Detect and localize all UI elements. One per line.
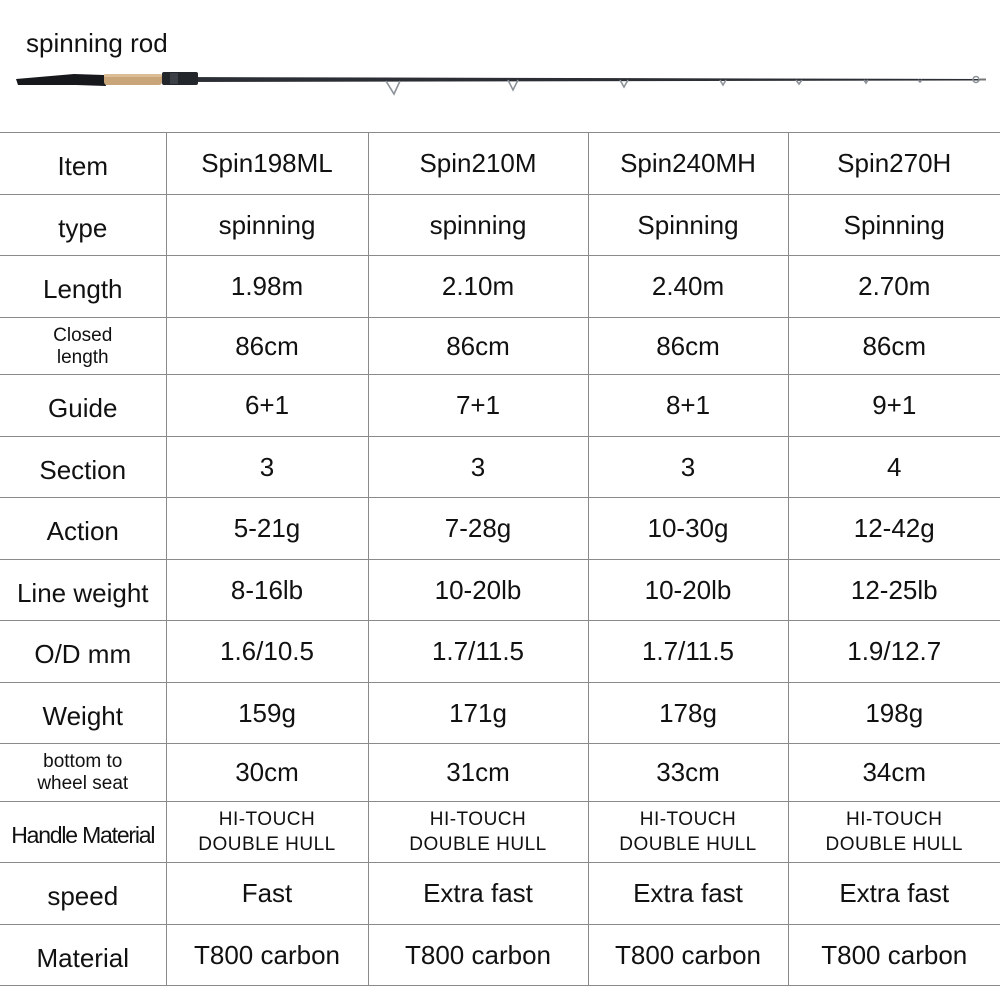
row-label-material: Material [0, 924, 166, 986]
cell-od-mm-spin240mh: 1.7/11.5 [588, 621, 788, 683]
cell-guide-spin198ml: 6+1 [166, 375, 368, 437]
cell-guide-spin210m: 7+1 [368, 375, 588, 437]
cell-type-spin198ml: spinning [166, 194, 368, 256]
cell-line-weight-spin240mh: 10-20lb [588, 559, 788, 621]
cell-bottom-to-wheel-seat-spin270h: 34cm [788, 744, 1000, 802]
cell-handle-material-spin198ml-line-2: DOUBLE HULL [198, 833, 336, 855]
row-label-line-weight: Line weight [0, 559, 166, 621]
cell-action-spin198ml: 5-21g [166, 498, 368, 560]
cell-speed-spin240mh: Extra fast [588, 863, 788, 925]
cell-handle-material-spin198ml-line-1: HI-TOUCH [218, 808, 316, 830]
cell-section-spin270h: 4 [788, 436, 1000, 498]
row-label-closed-length-line-1: Closed [53, 324, 113, 346]
cell-length-spin270h: 2.70m [788, 256, 1000, 318]
table-row-weight [0, 682, 1000, 744]
table-row-length [0, 256, 1000, 318]
table-row-bottom-to-wheel-seat [0, 744, 1000, 802]
cell-section-spin210m: 3 [368, 436, 588, 498]
spinning-rod-illustration [14, 66, 994, 106]
cell-material-spin270h: T800 carbon [788, 924, 1000, 986]
cell-item-spin240mh: Spin240MH [588, 133, 788, 195]
row-label-section: Section [0, 436, 166, 498]
row-label-weight: Weight [0, 682, 166, 744]
row-label-action: Action [0, 498, 166, 560]
cell-action-spin240mh: 10-30g [588, 498, 788, 560]
cell-type-spin210m: spinning [368, 194, 588, 256]
table-row-closed-length [0, 317, 1000, 375]
row-label-bottom-to-wheel-seat [0, 744, 166, 802]
cell-handle-material-spin240mh-line-2: DOUBLE HULL [619, 833, 757, 855]
table-row-action [0, 498, 1000, 560]
cell-item-spin210m: Spin210M [368, 133, 588, 195]
cell-material-spin240mh: T800 carbon [588, 924, 788, 986]
cell-length-spin210m: 2.10m [368, 256, 588, 318]
cell-weight-spin240mh: 178g [588, 682, 788, 744]
cell-handle-material-spin210m-line-2: DOUBLE HULL [409, 833, 547, 855]
cell-closed-length-spin270h: 86cm [788, 317, 1000, 375]
cell-bottom-to-wheel-seat-spin210m: 31cm [368, 744, 588, 802]
cell-handle-material-spin270h-line-2: DOUBLE HULL [825, 833, 963, 855]
cell-bottom-to-wheel-seat-spin198ml: 30cm [166, 744, 368, 802]
cell-item-spin198ml: Spin198ML [166, 133, 368, 195]
table-row-section [0, 436, 1000, 498]
image-caption: spinning rod [26, 28, 168, 58]
cell-material-spin210m: T800 carbon [368, 924, 588, 986]
cell-section-spin198ml: 3 [166, 436, 368, 498]
row-label-guide: Guide [0, 375, 166, 437]
cell-line-weight-spin198ml: 8-16lb [166, 559, 368, 621]
row-label-item: Item [0, 133, 166, 195]
cell-handle-material-spin210m [368, 801, 588, 863]
cell-handle-material-spin270h-line-1: HI-TOUCH [845, 808, 943, 830]
table-row-guide [0, 375, 1000, 437]
table-row-line-weight [0, 559, 1000, 621]
row-label-type: type [0, 194, 166, 256]
cell-length-spin240mh: 2.40m [588, 256, 788, 318]
cell-closed-length-spin210m: 86cm [368, 317, 588, 375]
row-label-closed-length [0, 317, 166, 375]
cell-handle-material-spin210m-line-1: HI-TOUCH [429, 808, 527, 830]
cell-weight-spin270h: 198g [788, 682, 1000, 744]
cell-length-spin198ml: 1.98m [166, 256, 368, 318]
table-row-material [0, 924, 1000, 986]
table-row-item [0, 133, 1000, 195]
cell-od-mm-spin198ml: 1.6/10.5 [166, 621, 368, 683]
table-row-type [0, 194, 1000, 256]
cell-handle-material-spin240mh [588, 801, 788, 863]
specs-table [0, 132, 1000, 986]
cell-action-spin270h: 12-42g [788, 498, 1000, 560]
row-label-closed-length-line-2: length [56, 346, 109, 368]
cell-type-spin240mh: Spinning [588, 194, 788, 256]
specs-table-body [0, 133, 1000, 986]
table-row-od-mm [0, 621, 1000, 683]
cell-speed-spin210m: Extra fast [368, 863, 588, 925]
cell-material-spin198ml: T800 carbon [166, 924, 368, 986]
row-label-od-mm: O/D mm [0, 621, 166, 683]
cell-weight-spin210m: 171g [368, 682, 588, 744]
cell-item-spin270h: Spin270H [788, 133, 1000, 195]
cell-action-spin210m: 7-28g [368, 498, 588, 560]
cell-guide-spin240mh: 8+1 [588, 375, 788, 437]
cell-closed-length-spin198ml: 86cm [166, 317, 368, 375]
cell-section-spin240mh: 3 [588, 436, 788, 498]
cell-handle-material-spin240mh-line-1: HI-TOUCH [639, 808, 737, 830]
cell-type-spin270h: Spinning [788, 194, 1000, 256]
cell-bottom-to-wheel-seat-spin240mh: 33cm [588, 744, 788, 802]
row-label-bottom-to-wheel-seat-line-1: bottom to [43, 751, 123, 773]
cell-line-weight-spin270h: 12-25lb [788, 559, 1000, 621]
table-row-speed [0, 863, 1000, 925]
cell-speed-spin270h: Extra fast [788, 863, 1000, 925]
row-label-bottom-to-wheel-seat-line-2: wheel seat [37, 773, 129, 795]
cell-closed-length-spin240mh: 86cm [588, 317, 788, 375]
cell-guide-spin270h: 9+1 [788, 375, 1000, 437]
cell-od-mm-spin210m: 1.7/11.5 [368, 621, 588, 683]
cell-od-mm-spin270h: 1.9/12.7 [788, 621, 1000, 683]
cell-speed-spin198ml: Fast [166, 863, 368, 925]
row-label-speed: speed [0, 863, 166, 925]
table-row-handle-material [0, 801, 1000, 863]
cell-line-weight-spin210m: 10-20lb [368, 559, 588, 621]
cell-handle-material-spin198ml [166, 801, 368, 863]
row-label-length: Length [0, 256, 166, 318]
row-label-handle-material: Handle Material [0, 801, 166, 863]
cell-weight-spin198ml: 159g [166, 682, 368, 744]
cell-handle-material-spin270h [788, 801, 1000, 863]
